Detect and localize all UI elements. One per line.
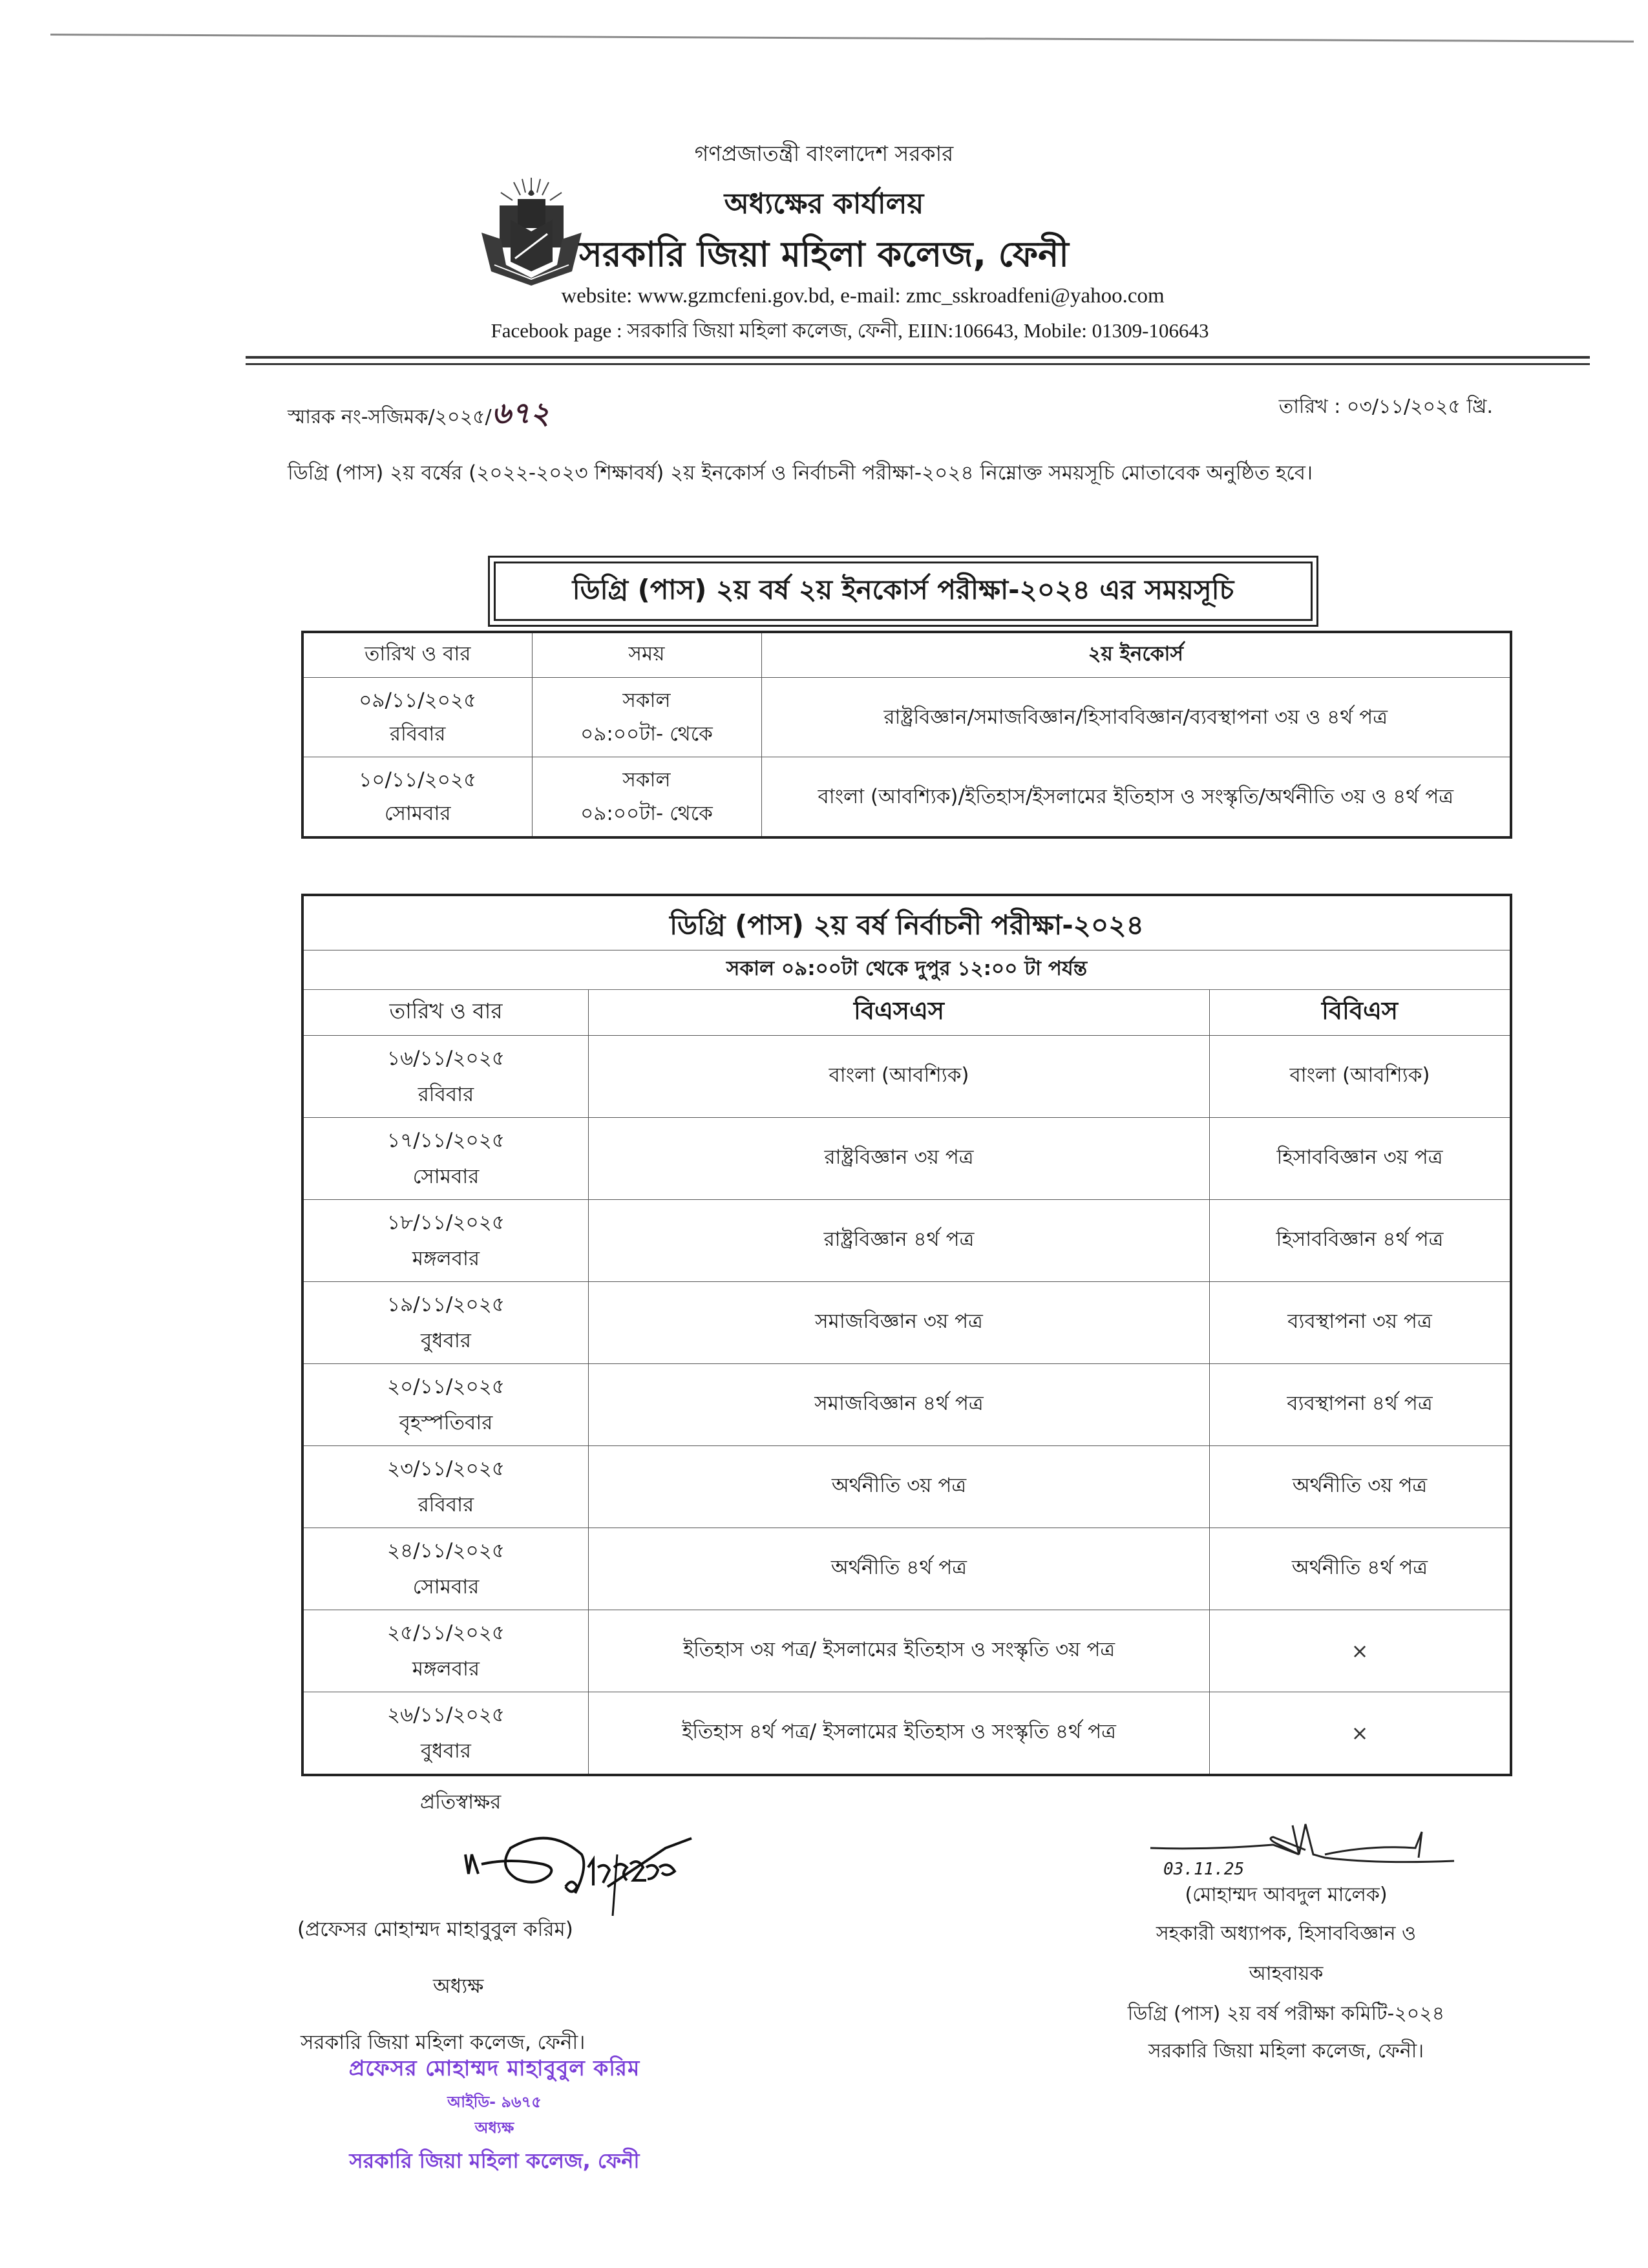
bss-subject-cell: ইতিহাস ৪র্থ পত্র/ ইসলামের ইতিহাস ও সংস্কৃতি ৪র্থ পত্র <box>589 1692 1210 1776</box>
bbs-not-applicable-cross-icon: × <box>1210 1610 1512 1692</box>
time-cell <box>532 757 761 838</box>
bbs-subject-cell: হিসাববিজ্ঞান ৩য় পত্র <box>1210 1118 1512 1200</box>
contact-facebook-eiin-mobile: Facebook page : সরকারি জিয়া মহিলা কলেজ, ফেনী, EIIN:106643, Mobile: 01309-106643 <box>491 319 1209 342</box>
table-row <box>302 1200 1511 1282</box>
test-exam-rows <box>302 1036 1511 1776</box>
day: সোমবার <box>384 802 451 825</box>
date: ০৯/১১/২০২৫ <box>359 689 477 712</box>
bss-subject-cell: সমাজবিজ্ঞান ৩য় পত্র <box>589 1282 1210 1364</box>
convener-committee: ডিগ্রি (পাস) ২য় বর্ষ পরীক্ষা কমিটি-২০২৪ <box>1127 2002 1445 2025</box>
header-time: সময় <box>532 632 761 678</box>
government-name: গণপ্রজাতন্ত্রী বাংলাদেশ সরকার <box>694 141 954 166</box>
time-start: ০৯:০০টা- থেকে <box>580 722 713 746</box>
date: ২৩/১১/২০২৫ <box>386 1457 505 1480</box>
principal-stamp <box>284 2052 704 2179</box>
day: সোমবার <box>412 1575 480 1599</box>
table-subtitle-row <box>302 950 1511 990</box>
bss-subject-cell: রাষ্ট্রবিজ্ঞান ৪র্থ পত্র <box>589 1200 1210 1282</box>
table-row <box>302 1528 1511 1610</box>
bbs-subject-cell: বাংলা (আবশ্যিক) <box>1210 1036 1512 1118</box>
date-day-cell <box>302 1446 589 1528</box>
date-day-cell <box>302 1528 589 1610</box>
date-day-cell <box>302 1282 589 1364</box>
principal-institution: সরকারি জিয়া মহিলা কলেজ, ফেনী। <box>301 2031 586 2054</box>
bss-subject-cell: সমাজবিজ্ঞান ৪র্থ পত্র <box>589 1364 1210 1446</box>
table-row <box>302 1692 1511 1776</box>
day: সোমবার <box>412 1165 480 1188</box>
stamp-name: প্রফেসর মোহাম্মদ মাহাবুবুল করিম <box>348 2055 640 2081</box>
incourse-title-box <box>488 556 1318 627</box>
bbs-subject-cell: অর্থনীতি ৪র্থ পত্র <box>1210 1528 1512 1610</box>
date: ১৬/১১/২০২৫ <box>387 1047 505 1070</box>
day: বৃহস্পতিবার <box>399 1411 493 1434</box>
memo-prefix: স্মারক নং-সজিমক/২০২৫/ <box>288 406 492 428</box>
table-title-row <box>302 895 1511 950</box>
incourse-title: ডিগ্রি (পাস) ২য় বর্ষ ২য় ইনকোর্স পরীক্ষা-২০২৪ এর সময়সূচি <box>494 562 1313 621</box>
day: বুধবার <box>421 1739 471 1763</box>
test-exam-title: ডিগ্রি (পাস) ২য় বর্ষ নির্বাচনী পরীক্ষা-২০২৪ <box>302 895 1511 950</box>
stamp-designation: অধ্যক্ষ <box>474 2119 514 2137</box>
table-row <box>302 1610 1511 1692</box>
date-day-cell <box>302 1364 589 1446</box>
convener-designation: সহকারী অধ্যাপক, হিসাববিজ্ঞান ও <box>1156 1922 1417 1945</box>
stamp-institution: সরকারি জিয়া মহিলা কলেজ, ফেনী <box>349 2148 640 2173</box>
convener-role: আহবায়ক <box>1249 1962 1324 1985</box>
table-header-row <box>302 990 1511 1036</box>
bss-subject-cell: রাষ্ট্রবিজ্ঞান ৩য় পত্র <box>589 1118 1210 1200</box>
time-cell <box>532 678 761 757</box>
table-row <box>302 1118 1511 1200</box>
memo-number <box>288 391 549 440</box>
date: ২৬/১১/২০২৫ <box>386 1703 505 1727</box>
bbs-not-applicable-cross-icon: × <box>1210 1692 1512 1776</box>
header-date-day: তারিখ ও বার <box>302 632 532 678</box>
intro-paragraph: ডিগ্রি (পাস) ২য় বর্ষের (২০২২-২০২৩ শিক্ষাবর্ষ) ২য় ইনকোর্স ও নির্বাচনী পরীক্ষা-২০২৪ নিম্নোক্ত সময়সূচি মোতাবেক অনুষ্ঠিত হবে। <box>288 461 1313 485</box>
stamp-id: আইডি- ৯৬৭৫ <box>447 2093 542 2111</box>
bss-subject-cell: অর্থনীতি ৪র্থ পত্র <box>589 1528 1210 1610</box>
bbs-subject-cell: ব্যবস্থাপনা ৪র্থ পত্র <box>1210 1364 1512 1446</box>
header-date-day: তারিখ ও বার <box>302 990 589 1036</box>
day: রবিবার <box>417 1083 474 1106</box>
convener-institution: সরকারি জিয়া মহিলা কলেজ, ফেনী। <box>1148 2040 1424 2063</box>
date: ২০/১১/২০২৫ <box>386 1375 505 1398</box>
date: ১৯/১১/২০২৫ <box>387 1293 505 1316</box>
memo-handwritten-number: ৬৭২ <box>491 395 550 430</box>
bbs-subject-cell: অর্থনীতি ৩য় পত্র <box>1210 1446 1512 1528</box>
header-divider <box>246 356 1590 359</box>
day: মঙ্গলবার <box>412 1657 480 1681</box>
day: বুধবার <box>421 1329 471 1352</box>
table-row <box>302 1282 1511 1364</box>
date: ২৪/১১/২০২৫ <box>387 1539 505 1562</box>
table-header-row <box>302 632 1511 678</box>
date: ২৫/১১/২০২৫ <box>387 1621 505 1644</box>
convener-handwritten-date: 03.11.25 <box>1163 1860 1245 1879</box>
time-start: ০৯:০০টা- থেকে <box>580 802 713 825</box>
test-exam-time: সকাল ০৯:০০টা থেকে দুপুর ১২:০০ টা পর্যন্ত <box>302 950 1511 990</box>
subject-cell: বাংলা (আবশ্যিক)/ইতিহাস/ইসলামের ইতিহাস ও সংস্কৃতি/অর্থনীতি ৩য় ও ৪র্থ পত্র <box>761 757 1511 838</box>
header-incourse: ২য় ইনকোর্স <box>761 632 1511 678</box>
bbs-subject-cell: হিসাববিজ্ঞান ৪র্থ পত্র <box>1210 1200 1512 1282</box>
day: মঙ্গলবার <box>412 1247 480 1270</box>
bss-subject-cell: বাংলা (আবশ্যিক) <box>589 1036 1210 1118</box>
bss-subject-cell: অর্থনীতি ৩য় পত্র <box>589 1446 1210 1528</box>
time-period: সকাল <box>622 768 671 792</box>
table-row <box>302 757 1511 838</box>
scan-edge-line <box>50 34 1634 43</box>
date: ১৭/১১/২০২৫ <box>387 1129 505 1152</box>
time-period: সকাল <box>622 689 671 712</box>
day: রবিবার <box>417 1493 474 1517</box>
header-bbs: বিবিএস <box>1210 990 1512 1036</box>
incourse-schedule-table <box>301 631 1512 839</box>
date-day-cell <box>302 1200 589 1282</box>
countersign-label: প্রতিস্বাক্ষর <box>420 1790 502 1814</box>
memo-date: তারিখ : ০৩/১১/২০২৫ খ্রি. <box>1278 395 1493 418</box>
date-day-cell <box>302 757 532 838</box>
table-row <box>302 1446 1511 1528</box>
office-name: অধ্যক্ষের কার্যালয় <box>724 187 924 220</box>
day: রবিবার <box>390 722 446 746</box>
test-exam-schedule-table <box>301 894 1512 1776</box>
bbs-subject-cell: ব্যবস্থাপনা ৩য় পত্র <box>1210 1282 1512 1364</box>
header-divider <box>246 363 1590 365</box>
principal-designation: অধ্যক্ষ <box>433 1975 484 1998</box>
date-day-cell <box>302 1610 589 1692</box>
date-day-cell <box>302 1036 589 1118</box>
table-row <box>302 1036 1511 1118</box>
principal-signature <box>452 1829 776 1919</box>
date-day-cell <box>302 678 532 757</box>
date: ১০/১১/২০২৫ <box>359 768 477 792</box>
subject-cell: রাষ্ট্রবিজ্ঞান/সমাজবিজ্ঞান/হিসাববিজ্ঞান/ব্যবস্থাপনা ৩য় ও ৪র্থ পত্র <box>761 678 1511 757</box>
principal-name: (প্রফেসর মোহাম্মদ মাহাবুবুল করিম) <box>297 1918 573 1941</box>
table-row <box>302 1364 1511 1446</box>
date-day-cell <box>302 1118 589 1200</box>
college-name: সরকারি জিয়া মহিলা কলেজ, ফেনী <box>579 234 1069 275</box>
table-row <box>302 678 1511 757</box>
contact-website-email: website: www.gzmcfeni.gov.bd, e-mail: zmc_sskroadfeni@yahoo.com <box>561 284 1165 308</box>
convener-name: (মোহাম্মদ আবদুল মালেক) <box>1185 1884 1388 1906</box>
date-day-cell <box>302 1692 589 1776</box>
bss-subject-cell: ইতিহাস ৩য় পত্র/ ইসলামের ইতিহাস ও সংস্কৃতি ৩য় পত্র <box>589 1610 1210 1692</box>
date: ১৮/১১/২০২৫ <box>387 1211 505 1234</box>
header-bss: বিএসএস <box>589 990 1210 1036</box>
